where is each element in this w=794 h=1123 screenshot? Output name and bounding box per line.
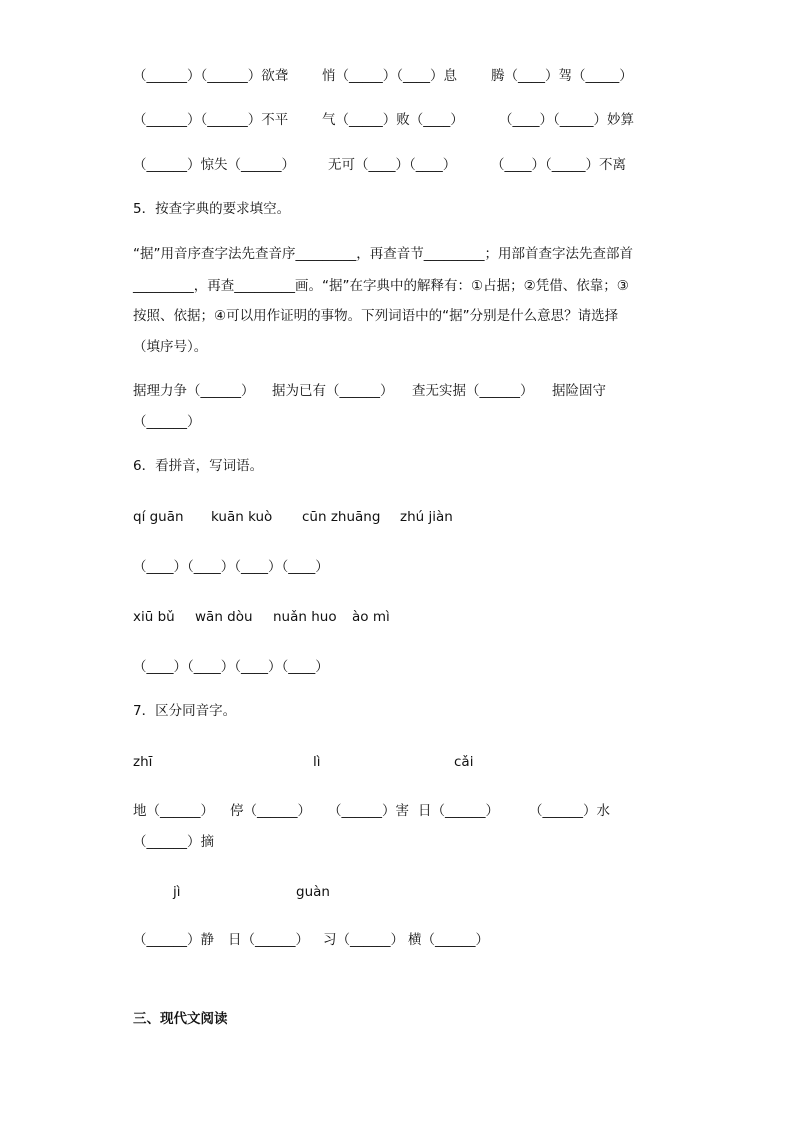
homophone-2-1[interactable]: （______）静 [133, 932, 214, 948]
question-5-line-1: “据”用音序查字法先查音序_________，再查音节_________；用部首查字法先查部首 [133, 246, 633, 262]
homophone-pinyin-cai: cǎi [454, 754, 474, 770]
pinyin-1-4: zhú jiàn [400, 509, 453, 525]
homophone-2-4[interactable]: 横（______） [408, 932, 489, 948]
pinyin-1-3: cūn zhuāng [302, 509, 381, 525]
homophone-pinyin-li: lì [313, 754, 321, 770]
section-3-heading: 三、现代文阅读 [133, 1011, 228, 1027]
idiom-blank-1-3[interactable]: 腾（____）驾（_____） [491, 68, 633, 84]
pinyin-2-3: nuǎn huo [273, 609, 337, 625]
question-5-line-4: （填序号）。 [133, 339, 208, 355]
homophone-1-4[interactable]: 日（______） [418, 803, 499, 819]
question-5-item-1[interactable]: 据理力争（______） [133, 383, 255, 399]
question-5-item-4-blank[interactable]: （______） [133, 414, 201, 430]
pinyin-1-1: qí guān [133, 509, 184, 525]
question-6-heading: 6．看拼音，写词语。 [133, 458, 264, 474]
question-7-heading: 7．区分同音字。 [133, 703, 237, 719]
idiom-blank-2-1[interactable]: （______）（______）不平 [133, 112, 289, 128]
pinyin-answer-blanks-1[interactable]: （____）（____）（____）（____） [133, 559, 329, 575]
homophone-2-3[interactable]: 习（______） [323, 932, 404, 948]
homophone-pinyin-guan: guàn [296, 884, 330, 900]
pinyin-2-2: wān dòu [195, 609, 253, 625]
homophone-1-5[interactable]: （______）水 [529, 803, 610, 819]
question-5-item-4: 据险固守 [552, 383, 606, 399]
pinyin-2-1: xiū bǔ [133, 609, 175, 625]
homophone-2-2[interactable]: 日（______） [228, 932, 309, 948]
homophone-1-6[interactable]: （______）摘 [133, 834, 214, 850]
idiom-blank-1-1[interactable]: （______）（______）欲聋 [133, 68, 289, 84]
question-5-line-3: 按照、依据；④可以用作证明的事物。下列词语中的“据”分别是什么意思？请选择 [133, 308, 619, 324]
idiom-blank-3-2[interactable]: 无可（____）（____） [328, 157, 457, 173]
pinyin-answer-blanks-2[interactable]: （____）（____）（____）（____） [133, 659, 329, 675]
homophone-1-2[interactable]: 停（______） [230, 803, 311, 819]
question-5-item-3[interactable]: 查无实据（______） [412, 383, 534, 399]
idiom-blank-3-3[interactable]: （____）（_____）不离 [491, 157, 626, 173]
question-5-item-2[interactable]: 据为已有（______） [272, 383, 394, 399]
pinyin-1-2: kuān kuò [211, 509, 273, 525]
pinyin-2-4: ào mì [352, 609, 390, 625]
homophone-1-3[interactable]: （______）害 [328, 803, 409, 819]
idiom-blank-2-3[interactable]: （____）（_____）妙算 [499, 112, 634, 128]
idiom-blank-3-1[interactable]: （______）惊失（______） [133, 157, 295, 173]
idiom-blank-2-2[interactable]: 气（_____）败（____） [322, 112, 464, 128]
homophone-pinyin-zhi: zhī [133, 754, 153, 770]
question-5-line-2: _________，再查_________画。“据”在字典中的解释有：①占据；②凭借、依靠；③ [133, 278, 629, 294]
question-5-heading: 5．按查字典的要求填空。 [133, 201, 291, 217]
homophone-pinyin-ji: jì [173, 884, 181, 900]
homophone-1-1[interactable]: 地（______） [133, 803, 214, 819]
idiom-blank-1-2[interactable]: 悄（_____）（____）息 [322, 68, 457, 84]
